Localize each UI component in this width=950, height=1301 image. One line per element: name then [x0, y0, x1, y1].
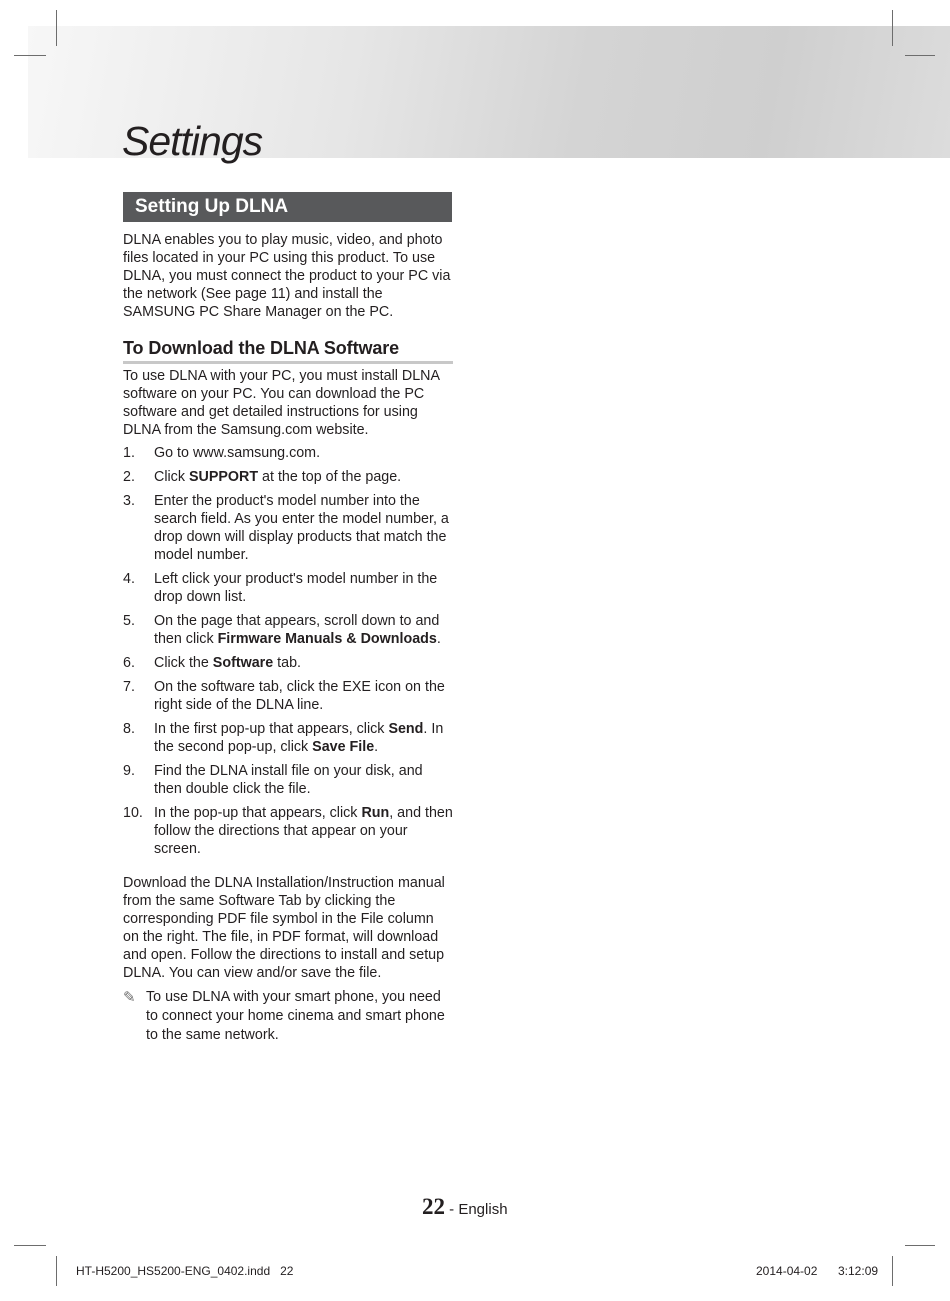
step-item: [123, 570, 453, 606]
step-text: Click SUPPORT at the top of the page.: [154, 469, 402, 485]
slug-time: 3:12:09: [838, 1264, 879, 1278]
step-number: 5.: [123, 613, 135, 629]
subsection-heading: To Download the DLNA Software: [123, 336, 453, 364]
crop-mark-bottom-right-h: [905, 1245, 935, 1246]
crop-mark-top-left-h: [14, 55, 46, 56]
step-item: [123, 678, 453, 714]
step-item: [123, 654, 453, 672]
step-text: Go to www.samsung.com.: [154, 445, 321, 461]
step-number: 3.: [123, 493, 135, 509]
page-language: - English: [449, 1201, 508, 1218]
step-number: 10.: [123, 805, 143, 821]
step-text: On the page that appears, scroll down to and then click Firmware Manuals & Downloads.: [154, 613, 441, 647]
note: [123, 988, 453, 1045]
closing-paragraph: Download the DLNA Installation/Instruction manual from the same Software Tab by clicking the corresponding PDF file symbol in the File column on the right. The file, in PDF format, will download and open. Follow the directions to install and setup DLNA. You can view and/or save the file.: [123, 875, 445, 981]
step-text: On the software tab, click the EXE icon on the right side of the DLNA line.: [154, 679, 445, 713]
step-number: 4.: [123, 571, 135, 587]
step-item: [123, 468, 453, 486]
step-text: In the pop-up that appears, click Run, and then follow the directions that appear on your screen.: [154, 805, 453, 857]
crop-mark-bottom-right-v: [892, 1256, 893, 1286]
step-item: [123, 612, 453, 648]
section-heading: Setting Up DLNA: [123, 192, 452, 222]
crop-mark-top-right-v: [892, 10, 893, 46]
step-item: [123, 720, 453, 756]
step-item: [123, 804, 453, 858]
step-text: Left click your product's model number in the drop down list.: [154, 571, 438, 605]
note-text: To use DLNA with your smart phone, you need to connect your home cinema and smart phone to the same network.: [146, 989, 445, 1043]
crop-mark-bottom-left-v: [56, 1256, 57, 1286]
step-item: [123, 492, 453, 564]
slug-date: 2014-04-02: [756, 1264, 818, 1278]
step-number: 8.: [123, 721, 135, 737]
step-text: Click the Software tab.: [154, 655, 302, 671]
pencil-note-icon: ✎: [123, 989, 136, 1006]
step-number: 9.: [123, 763, 135, 779]
crop-mark-top-left-v: [56, 10, 57, 46]
step-text: Enter the product's model number into the search field. As you enter the model number, a drop down will display products that match the model number.: [154, 493, 449, 563]
content-column: [123, 231, 453, 1045]
subsection-intro: To use DLNA with your PC, you must install DLNA software on your PC. You can download the PC software and get detailed instructions for using DLNA from the Samsung.com website.: [123, 368, 440, 438]
step-item: [123, 444, 453, 462]
step-number: 1.: [123, 445, 135, 461]
step-number: 6.: [123, 655, 135, 671]
steps-list: [123, 444, 453, 858]
page-number: 22: [422, 1194, 445, 1219]
slug-file-name: HT-H5200_HS5200-ENG_0402.indd 22: [76, 1264, 294, 1278]
crop-mark-bottom-left-h: [14, 1245, 46, 1246]
step-item: [123, 762, 453, 798]
intro-paragraph: DLNA enables you to play music, video, and photo files located in your PC using this product. To use DLNA, you must connect the product to your PC via the network (See page 11) and install the SAMSUNG PC Share Manager on the PC.: [123, 232, 451, 320]
step-text: Find the DLNA install file on your disk, and then double click the file.: [154, 763, 423, 797]
crop-mark-top-right-h: [905, 55, 935, 56]
step-number: 2.: [123, 469, 135, 485]
step-text: In the first pop-up that appears, click Send. In the second pop-up, click Save File.: [154, 721, 444, 755]
page-number-footer: [422, 1194, 508, 1220]
step-number: 7.: [123, 679, 135, 695]
page-title: Settings: [122, 118, 263, 164]
